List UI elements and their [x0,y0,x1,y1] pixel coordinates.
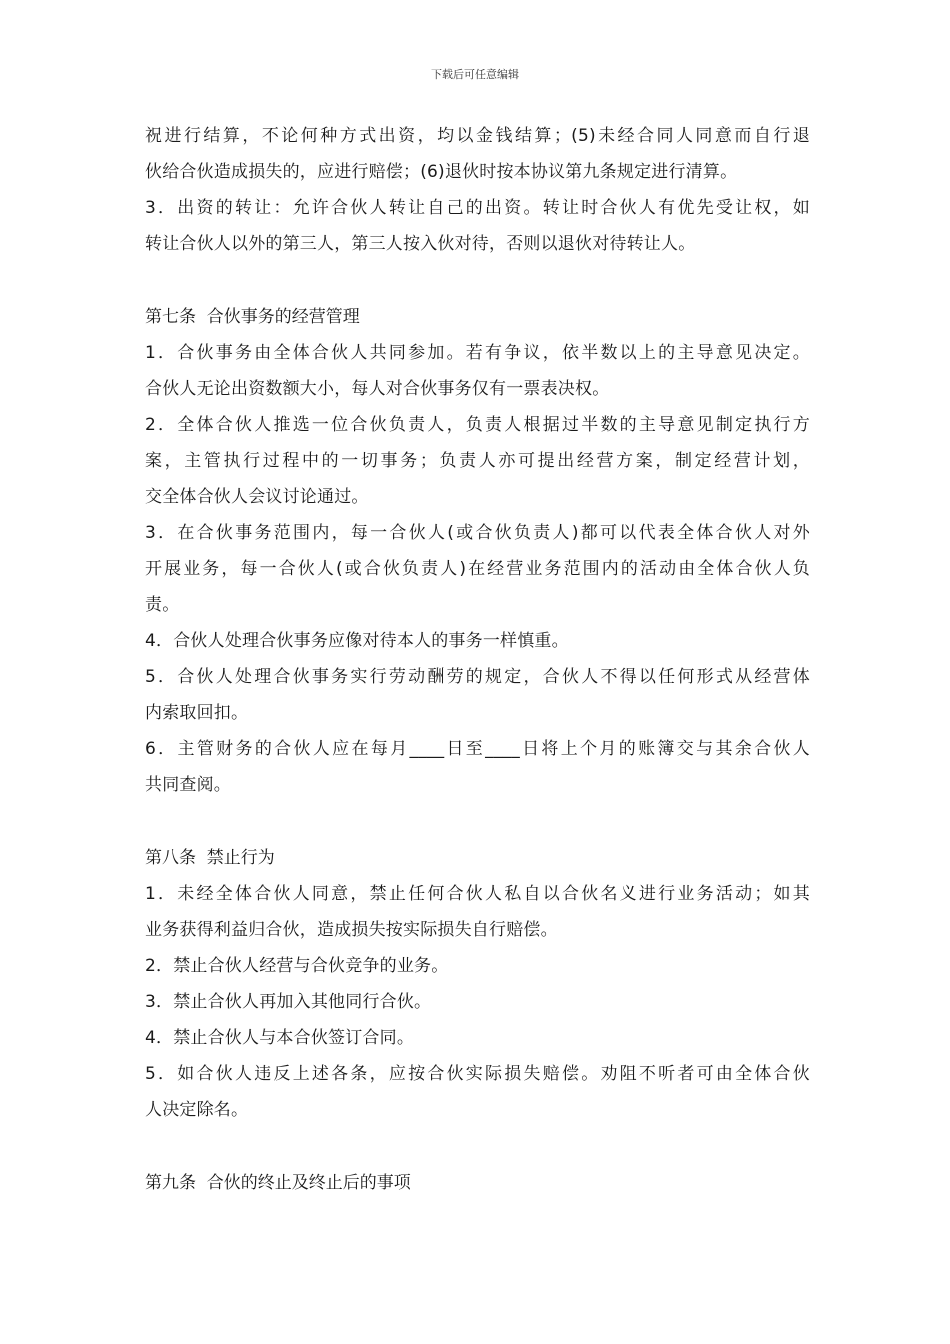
section-heading: 第七条 合伙事务的经营管理 [145,307,360,327]
text-line: 内索取回扣。 [145,703,249,723]
document-body [145,118,810,1201]
paragraph [145,1020,810,1056]
text-line: 祝进行结算，不论何种方式出资，均以金钱结算；(5)未经合同人同意而自行退 [145,126,810,146]
paragraph [145,407,810,515]
text-line: 人决定除名。 [145,1100,249,1120]
text-line: 4．合伙人处理合伙事务应像对待本人的事务一样慎重。 [145,631,569,651]
text-line: 合伙人无论出资数额大小，每人对合伙事务仅有一票表决权。 [145,379,610,399]
section-heading: 第九条 合伙的终止及终止后的事项 [145,1173,411,1193]
paragraph [145,659,810,731]
text-line: 3．在合伙事务范围内，每一合伙人(或合伙负责人)都可以代表全体合伙人对外 [145,523,810,543]
paragraph [145,731,810,803]
section-gap [145,1128,810,1165]
text-line: 伙给合伙造成损失的，应进行赔偿；(6)退伙时按本协议第九条规定进行清算。 [145,162,738,182]
paragraph [145,948,810,984]
text-line: 5．合伙人处理合伙事务实行劳动酬劳的规定，合伙人不得以任何形式从经营体 [145,667,810,687]
text-line: 6．主管财务的合伙人应在每月____日至____日将上个月的账簿交与其余合伙人 [145,739,810,759]
text-line: 4．禁止合伙人与本合伙签订合同。 [145,1028,415,1048]
section-gap [145,262,810,299]
text-line: 责。 [145,595,180,615]
text-line: 案，主管执行过程中的一切事务；负责人亦可提出经营方案，制定经营计划， [145,451,810,471]
paragraph [145,515,810,623]
section-heading: 第八条 禁止行为 [145,848,275,868]
text-line: 交全体合伙人会议讨论通过。 [145,487,369,507]
paragraph [145,1056,810,1128]
text-line: 1．未经全体合伙人同意，禁止任何合伙人私自以合伙名义进行业务活动；如其 [145,884,810,904]
paragraph [145,118,810,190]
paragraph [145,876,810,948]
text-line: 共同查阅。 [145,775,231,795]
text-line: 开展业务，每一合伙人(或合伙负责人)在经营业务范围内的活动由全体合伙人负 [145,559,810,579]
paragraph [145,984,810,1020]
page-header: 下载后可任意编辑 [431,68,519,81]
paragraph [145,190,810,262]
section-gap [145,803,810,840]
text-line: 转让合伙人以外的第三人，第三人按入伙对待，否则以退伙对待转让人。 [145,234,696,254]
text-line: 业务获得利益归合伙，造成损失按实际损失自行赔偿。 [145,920,558,940]
text-line: 3．禁止合伙人再加入其他同行合伙。 [145,992,432,1012]
text-line: 5．如合伙人违反上述各条，应按合伙实际损失赔偿。劝阻不听者可由全体合伙 [145,1064,810,1084]
text-line: 2．全体合伙人推选一位合伙负责人，负责人根据过半数的主导意见制定执行方 [145,415,810,435]
paragraph [145,623,810,659]
text-line: 1．合伙事务由全体合伙人共同参加。若有争议，依半数以上的主导意见决定。 [145,343,810,363]
paragraph [145,335,810,407]
text-line: 3．出资的转让：允许合伙人转让自己的出资。转让时合伙人有优先受让权，如 [145,198,810,218]
text-line: 2．禁止合伙人经营与合伙竞争的业务。 [145,956,449,976]
